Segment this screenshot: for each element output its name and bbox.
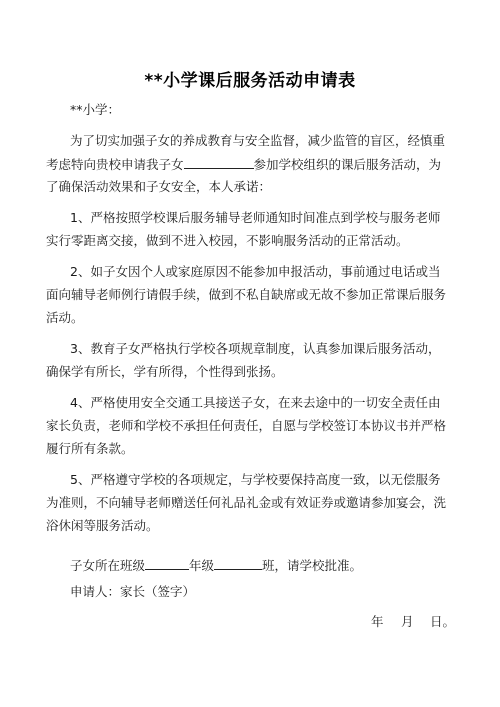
intro-line-2-end: 参加学校组织的课后服务活动，为 <box>253 157 442 172</box>
class-suffix: 班，请学校批准。 <box>262 558 363 573</box>
intro-line-1: 为了切实加强子女的养成教育与安全监督，减少监管的盲区，经慎重 <box>70 133 446 148</box>
item-2-line-3: 活动。 <box>46 310 84 325</box>
class-label: 子女所在班级 <box>70 558 146 573</box>
grade-blank[interactable] <box>214 557 262 570</box>
item-4-line-1: 4、严格使用安全交通工具接送子女，在来去途中的一切安全责任由 <box>70 395 441 410</box>
item-3-line-2: 确保学有所长，学有所得，个性得到张扬。 <box>46 364 284 379</box>
date-year: 年 <box>371 614 384 629</box>
intro-line-3: 了确保活动效果和子女安全，本人承诺： <box>46 179 272 194</box>
intro-line-2 <box>46 156 441 173</box>
form-title: **小学课后服务活动申请表 <box>144 71 356 91</box>
grade-label: 年级 <box>189 558 215 573</box>
item-2-line-2: 面向辅导老师例行请假手续，做到不私自缺席或无故不参加正常课后服务 <box>46 287 447 302</box>
intro-line-2-start: 考虑特向贵校申请我子女 <box>46 157 184 172</box>
applicant-signature-line: 申请人：家长（签字） <box>70 584 196 599</box>
item-4-line-3: 履行所有条款。 <box>46 441 134 456</box>
item-5-line-3: 浴休闲等服务活动。 <box>46 518 159 533</box>
date-day: 日。 <box>430 614 456 629</box>
item-1-line-2: 实行零距离交接，做到不进入校园，不影响服务活动的正常活动。 <box>46 233 409 248</box>
item-5-line-1: 5、严格遵守学校的各项规定，与学校要保持高度一致，以无偿服务 <box>70 472 441 487</box>
item-3-line-1: 3、教育子女严格执行学校各项规章制度，认真参加课后服务活动， <box>70 341 441 356</box>
date-month: 月 <box>401 614 414 629</box>
class-line <box>70 557 362 574</box>
item-5-line-2: 为准则，不向辅导老师赠送任何礼品礼金或有效证券或邀请参加宴会，洗 <box>46 495 447 510</box>
class-blank[interactable] <box>145 557 189 570</box>
salutation: **小学： <box>70 102 121 117</box>
item-4-line-2: 家长负责，老师和学校不承担任何责任，自愿与学校签订本协议书并严格 <box>46 418 447 433</box>
child-name-blank[interactable] <box>184 156 254 169</box>
item-1-line-1: 1、严格按照学校课后服务辅导老师通知时间准点到学校与服务老师 <box>70 210 441 225</box>
item-2-line-1: 2、如子女因个人或家庭原因不能参加申报活动，事前通过电话或当 <box>70 264 441 279</box>
